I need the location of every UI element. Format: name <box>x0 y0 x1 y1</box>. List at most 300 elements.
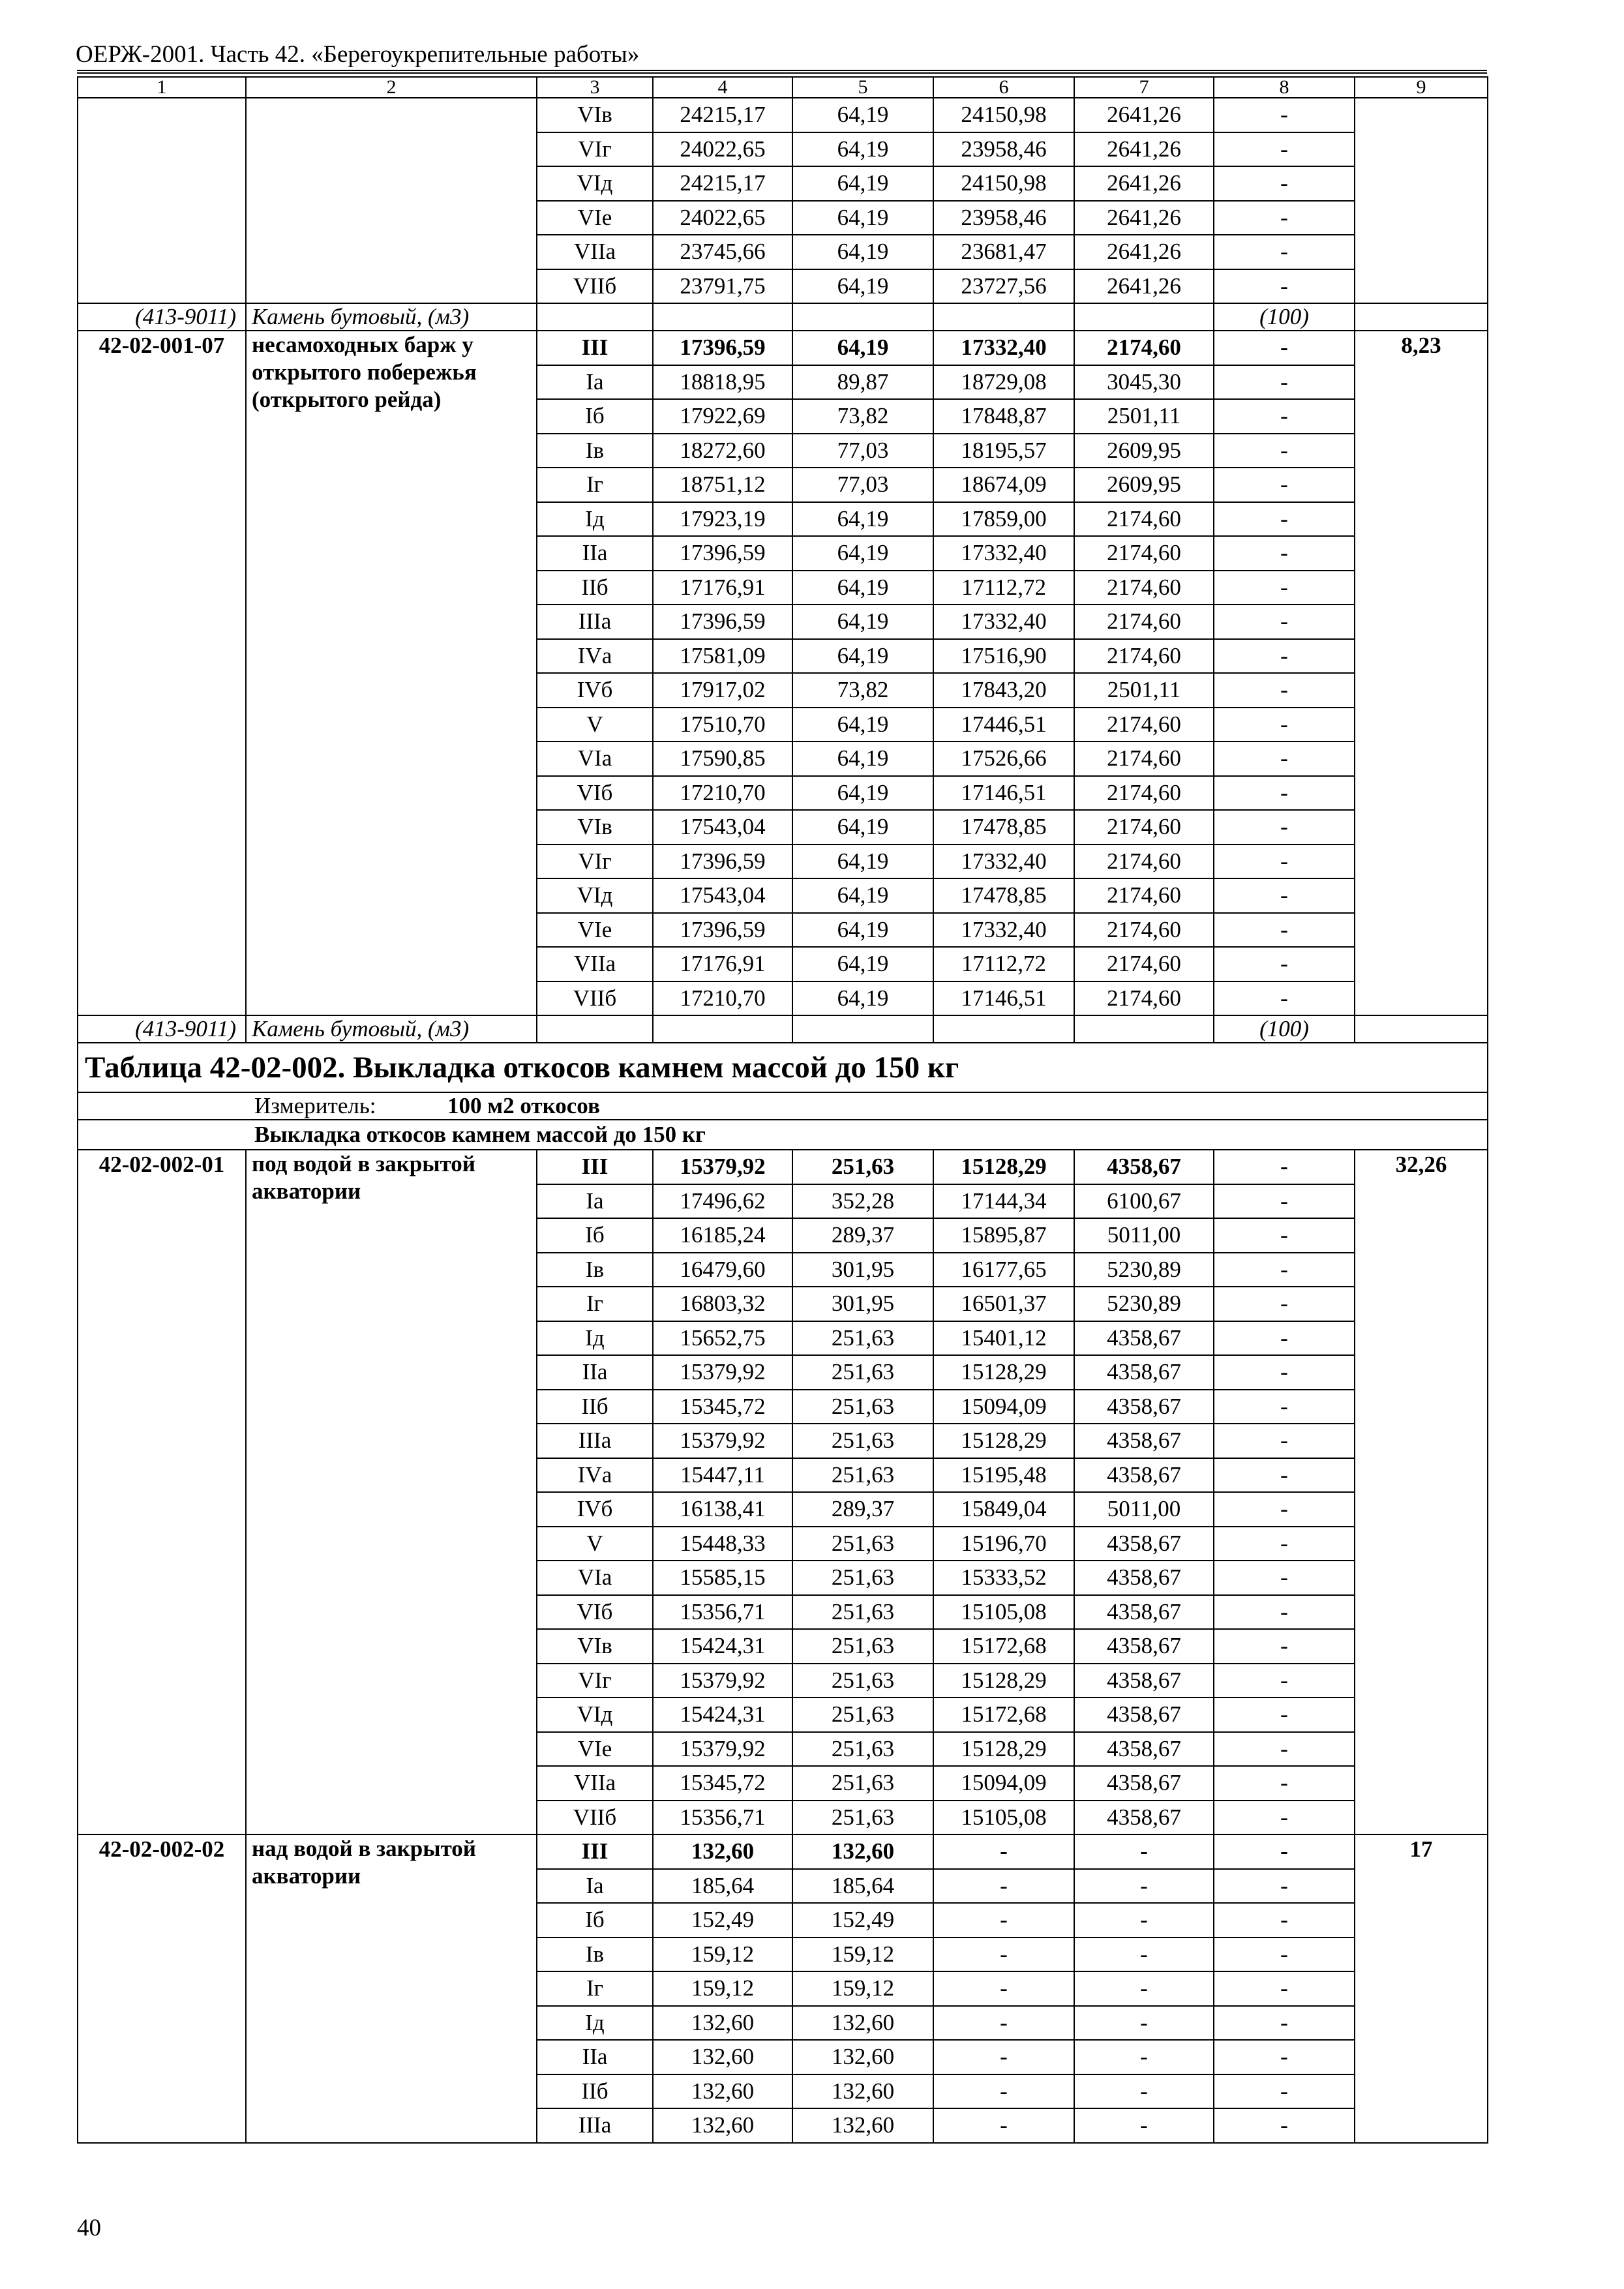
column-number: 6 <box>933 77 1074 98</box>
table-cell: - <box>1214 708 1355 742</box>
table-cell: 17526,66 <box>933 741 1074 776</box>
table-cell: 17112,72 <box>933 571 1074 605</box>
column-number: 5 <box>792 77 933 98</box>
table-cell: 2609,95 <box>1074 434 1214 468</box>
table-cell: 4358,67 <box>1074 1458 1214 1493</box>
item-code: 42-02-002-02 <box>78 1834 246 2143</box>
table-cell: - <box>933 1834 1074 1869</box>
table-cell: VIе <box>537 1732 653 1767</box>
table-cell: 2641,26 <box>1074 98 1214 132</box>
table-cell: 152,49 <box>792 1903 933 1937</box>
table-cell: 15105,08 <box>933 1595 1074 1630</box>
table-cell: IVб <box>537 1492 653 1527</box>
table-cell: - <box>1214 1971 1355 2006</box>
table-cell: 251,63 <box>792 1629 933 1664</box>
table-cell: 132,60 <box>653 2108 792 2143</box>
table-cell: - <box>1214 776 1355 811</box>
table-cell: - <box>1214 1287 1355 1321</box>
table-cell: 16479,60 <box>653 1253 792 1287</box>
table-cell: 17478,85 <box>933 810 1074 845</box>
column-number: 7 <box>1074 77 1214 98</box>
table-cell: IIа <box>537 2040 653 2074</box>
table-cell: 15424,31 <box>653 1629 792 1664</box>
table-cell: IVа <box>537 639 653 674</box>
table-cell: III <box>537 1150 653 1184</box>
table-cell: 17516,90 <box>933 639 1074 674</box>
table-cell: 4358,67 <box>1074 1595 1214 1630</box>
empty-cell <box>653 303 792 331</box>
table-cell: 2174,60 <box>1074 810 1214 845</box>
table-cell: 17859,00 <box>933 502 1074 537</box>
table-cell: 89,87 <box>792 365 933 400</box>
table-cell: - <box>1214 235 1355 269</box>
table-cell: 2174,60 <box>1074 639 1214 674</box>
table-cell: 17922,69 <box>653 399 792 434</box>
table-cell: - <box>1214 1321 1355 1356</box>
table-cell: - <box>933 2006 1074 2041</box>
table-cell: 64,19 <box>792 235 933 269</box>
table-cell: 251,63 <box>792 1527 933 1561</box>
table-cell: VIв <box>537 98 653 132</box>
resource-name: Камень бутовый, (м3) <box>246 1015 537 1043</box>
table-cell: 15345,72 <box>653 1766 792 1801</box>
table-cell: - <box>1214 1664 1355 1698</box>
table-cell: 17210,70 <box>653 981 792 1016</box>
table-cell: 132,60 <box>653 2006 792 2041</box>
table-cell: 4358,67 <box>1074 1801 1214 1835</box>
table-cell: 16803,32 <box>653 1287 792 1321</box>
table-cell: IIб <box>537 1390 653 1424</box>
table-cell: 16138,41 <box>653 1492 792 1527</box>
table-cell: VIд <box>537 878 653 913</box>
table-cell: - <box>1214 166 1355 201</box>
table-cell: - <box>1214 201 1355 235</box>
table-cell: 251,63 <box>792 1321 933 1356</box>
column-number: 9 <box>1355 77 1488 98</box>
table-cell: 64,19 <box>792 708 933 742</box>
table-cell: 352,28 <box>792 1184 933 1219</box>
table-cell: - <box>1214 1355 1355 1390</box>
table-cell: 4358,67 <box>1074 1732 1214 1767</box>
subtitle-row <box>78 1120 1488 1150</box>
table-cell: 159,12 <box>653 1971 792 2006</box>
table-cell: VIв <box>537 810 653 845</box>
table-cell: VIIа <box>537 947 653 981</box>
table-cell: 15333,52 <box>933 1561 1074 1595</box>
table-cell: 17396,59 <box>653 913 792 948</box>
table-cell: - <box>1214 1424 1355 1458</box>
table-cell: 17332,40 <box>933 605 1074 639</box>
table-cell: 15379,92 <box>653 1424 792 1458</box>
item-code: 42-02-001-07 <box>78 331 246 1015</box>
table-cell: 23791,75 <box>653 269 792 304</box>
table-cell: 2174,60 <box>1074 536 1214 571</box>
table-cell: 64,19 <box>792 947 933 981</box>
table-cell: 289,37 <box>792 1492 933 1527</box>
table-cell: 64,19 <box>792 776 933 811</box>
table-cell: - <box>1214 913 1355 948</box>
table-cell: 2501,11 <box>1074 399 1214 434</box>
table-cell: VIв <box>537 1629 653 1664</box>
table-row <box>78 1150 1488 1184</box>
item-col9 <box>1355 98 1488 303</box>
resource-note-row <box>78 1015 1488 1043</box>
table-cell: 132,60 <box>792 2108 933 2143</box>
column-number: 4 <box>653 77 792 98</box>
empty-cell <box>537 303 653 331</box>
table-cell: 17332,40 <box>933 331 1074 365</box>
table-cell: Iв <box>537 1937 653 1972</box>
table-cell: 18751,12 <box>653 468 792 502</box>
resource-code: (413-9011) <box>78 303 246 331</box>
table-cell: 64,19 <box>792 269 933 304</box>
resource-note-row <box>78 303 1488 331</box>
table-cell: VIе <box>537 201 653 235</box>
table-cell: 2174,60 <box>1074 502 1214 537</box>
table-cell: 23745,66 <box>653 235 792 269</box>
table-cell: - <box>933 2074 1074 2109</box>
table-cell: 4358,67 <box>1074 1527 1214 1561</box>
table-cell: 17146,51 <box>933 776 1074 811</box>
table-cell: VIб <box>537 776 653 811</box>
table-cell: 3045,30 <box>1074 365 1214 400</box>
table-cell: 251,63 <box>792 1424 933 1458</box>
table-cell: 15379,92 <box>653 1664 792 1698</box>
table-title: Таблица 42-02-002. Выкладка откосов камнем массой до 150 кг <box>78 1043 1488 1092</box>
table-cell: 64,19 <box>792 536 933 571</box>
table-cell: V <box>537 1527 653 1561</box>
item-name: над водой в закрытой акватории <box>246 1834 537 2143</box>
table-cell: VIг <box>537 845 653 879</box>
empty-cell <box>792 303 933 331</box>
table-cell: - <box>1214 1184 1355 1219</box>
table-cell: - <box>1214 1561 1355 1595</box>
table-cell: - <box>1074 1937 1214 1972</box>
table-cell: 16501,37 <box>933 1287 1074 1321</box>
table-cell: - <box>1214 2006 1355 2041</box>
table-cell: 15356,71 <box>653 1595 792 1630</box>
item-code <box>78 98 246 303</box>
table-cell: 15424,31 <box>653 1698 792 1732</box>
table-cell: 15128,29 <box>933 1150 1074 1184</box>
table-cell: IIа <box>537 1355 653 1390</box>
table-cell: - <box>1214 981 1355 1016</box>
table-cell: 2174,60 <box>1074 981 1214 1016</box>
table-cell: 159,12 <box>792 1937 933 1972</box>
unit-value: 100 м2 откосов <box>447 1093 600 1118</box>
table-cell: 24022,65 <box>653 132 792 167</box>
table-cell: - <box>1214 331 1355 365</box>
table-cell: 17510,70 <box>653 708 792 742</box>
table-cell: Iд <box>537 1321 653 1356</box>
table-cell: 251,63 <box>792 1458 933 1493</box>
table-cell: 2174,60 <box>1074 845 1214 879</box>
table-cell: 24215,17 <box>653 166 792 201</box>
table-cell: - <box>1214 1150 1355 1184</box>
table-cell: - <box>1214 571 1355 605</box>
table-cell: III <box>537 1834 653 1869</box>
table-cell: 2174,60 <box>1074 913 1214 948</box>
table-cell: 132,60 <box>653 1834 792 1869</box>
table-cell: - <box>1214 502 1355 537</box>
table-cell: 4358,67 <box>1074 1150 1214 1184</box>
table-cell: 17146,51 <box>933 981 1074 1016</box>
table-cell: 4358,67 <box>1074 1629 1214 1664</box>
table-cell: - <box>1214 132 1355 167</box>
table-cell: 2174,60 <box>1074 741 1214 776</box>
table-title-row <box>78 1043 1488 1092</box>
table-cell: 132,60 <box>792 2040 933 2074</box>
table-cell: 64,19 <box>792 639 933 674</box>
table-cell: - <box>1214 1595 1355 1630</box>
price-table <box>77 76 1488 2144</box>
item-name: несамоходных барж у открытого побережья (открытого рейда) <box>246 331 537 1015</box>
table-cell: 2174,60 <box>1074 605 1214 639</box>
table-cell: 64,19 <box>792 878 933 913</box>
table-cell: - <box>1214 1766 1355 1801</box>
table-cell: 17396,59 <box>653 605 792 639</box>
table-cell: 132,60 <box>792 2006 933 2041</box>
table-cell: 18729,08 <box>933 365 1074 400</box>
table-cell: 64,19 <box>792 913 933 948</box>
table-cell: 17581,09 <box>653 639 792 674</box>
table-cell: - <box>1214 1458 1355 1493</box>
table-cell: 17176,91 <box>653 571 792 605</box>
table-cell: 17590,85 <box>653 741 792 776</box>
table-cell: 15379,92 <box>653 1150 792 1184</box>
unit-row <box>78 1092 1488 1120</box>
item-col9: 32,26 <box>1355 1150 1488 1834</box>
table-cell: 4358,67 <box>1074 1390 1214 1424</box>
table-cell: 17917,02 <box>653 673 792 708</box>
table-cell: - <box>1074 2108 1214 2143</box>
empty-cell <box>1074 303 1214 331</box>
table-cell: 17210,70 <box>653 776 792 811</box>
table-cell: 251,63 <box>792 1390 933 1424</box>
empty-cell <box>1074 1015 1214 1043</box>
column-number: 2 <box>246 77 537 98</box>
table-cell: Iб <box>537 1218 653 1253</box>
table-cell: IIIа <box>537 1424 653 1458</box>
table-cell: 4358,67 <box>1074 1664 1214 1698</box>
table-cell: IIIа <box>537 605 653 639</box>
table-cell: 64,19 <box>792 741 933 776</box>
table-cell: Iв <box>537 1253 653 1287</box>
table-cell: - <box>1074 2040 1214 2074</box>
table-cell: - <box>933 2108 1074 2143</box>
table-cell: VIIа <box>537 235 653 269</box>
table-cell: 17396,59 <box>653 536 792 571</box>
table-subtitle: Выкладка откосов камнем массой до 150 кг <box>78 1120 1488 1150</box>
table-cell: 15379,92 <box>653 1355 792 1390</box>
table-cell: Iд <box>537 502 653 537</box>
table-cell: IIб <box>537 571 653 605</box>
table-cell: VIIб <box>537 269 653 304</box>
table-cell: 2641,26 <box>1074 166 1214 201</box>
table-cell: 73,82 <box>792 673 933 708</box>
table-cell: VIе <box>537 913 653 948</box>
table-cell: 64,19 <box>792 201 933 235</box>
table-row <box>78 331 1488 365</box>
table-cell: 152,49 <box>653 1903 792 1937</box>
table-cell: 289,37 <box>792 1218 933 1253</box>
table-cell: 132,60 <box>653 2074 792 2109</box>
table-cell: 15345,72 <box>653 1390 792 1424</box>
column-number-row <box>78 77 1488 98</box>
table-cell: 17478,85 <box>933 878 1074 913</box>
column-number: 3 <box>537 77 653 98</box>
table-cell: Iд <box>537 2006 653 2041</box>
table-cell: VIд <box>537 166 653 201</box>
table-cell: III <box>537 331 653 365</box>
table-cell: 15094,09 <box>933 1766 1074 1801</box>
table-cell: - <box>1214 1903 1355 1937</box>
table-cell: - <box>1214 845 1355 879</box>
table-cell: - <box>1214 1629 1355 1664</box>
table-cell: 15128,29 <box>933 1664 1074 1698</box>
table-cell: 23958,46 <box>933 132 1074 167</box>
item-name <box>246 98 537 303</box>
table-cell: IIа <box>537 536 653 571</box>
table-cell: 301,95 <box>792 1253 933 1287</box>
table-cell: - <box>1214 2074 1355 2109</box>
table-cell: 23681,47 <box>933 235 1074 269</box>
table-cell: 2641,26 <box>1074 235 1214 269</box>
table-cell: 132,60 <box>792 2074 933 2109</box>
table-cell: 2174,60 <box>1074 776 1214 811</box>
table-cell: 24150,98 <box>933 98 1074 132</box>
table-cell: 2174,60 <box>1074 571 1214 605</box>
table-cell: 64,19 <box>792 981 933 1016</box>
table-cell: 18818,95 <box>653 365 792 400</box>
table-cell: 15401,12 <box>933 1321 1074 1356</box>
table-cell: 24022,65 <box>653 201 792 235</box>
table-cell: 15128,29 <box>933 1732 1074 1767</box>
table-cell: 15172,68 <box>933 1698 1074 1732</box>
table-cell: 15379,92 <box>653 1732 792 1767</box>
table-cell: - <box>1074 1903 1214 1937</box>
table-cell: - <box>1074 1834 1214 1869</box>
table-cell: 17396,59 <box>653 845 792 879</box>
table-cell: 64,19 <box>792 132 933 167</box>
table-cell: 64,19 <box>792 166 933 201</box>
table-cell: - <box>1214 1492 1355 1527</box>
table-cell: 251,63 <box>792 1766 933 1801</box>
resource-code: (413-9011) <box>78 1015 246 1043</box>
table-cell: VIг <box>537 1664 653 1698</box>
empty-cell <box>1355 1015 1488 1043</box>
table-cell: 4358,67 <box>1074 1321 1214 1356</box>
table-cell: 2174,60 <box>1074 947 1214 981</box>
table-cell: 2641,26 <box>1074 269 1214 304</box>
table-cell: 23958,46 <box>933 201 1074 235</box>
table-cell: 17332,40 <box>933 536 1074 571</box>
table-cell: - <box>1214 1869 1355 1904</box>
table-cell: 5230,89 <box>1074 1287 1214 1321</box>
table-cell: 132,60 <box>653 2040 792 2074</box>
table-cell: - <box>1214 1527 1355 1561</box>
table-row <box>78 98 1488 132</box>
table-cell: 5011,00 <box>1074 1492 1214 1527</box>
empty-cell <box>933 303 1074 331</box>
empty-cell <box>537 1015 653 1043</box>
table-cell: Iа <box>537 1184 653 1219</box>
table-cell: IVб <box>537 673 653 708</box>
table-cell: IIб <box>537 2074 653 2109</box>
item-name: под водой в закрытой акватории <box>246 1150 537 1834</box>
table-cell: Iг <box>537 1971 653 2006</box>
table-cell: 17543,04 <box>653 878 792 913</box>
table-cell: 23727,56 <box>933 269 1074 304</box>
table-cell: 15448,33 <box>653 1527 792 1561</box>
table-cell: VIб <box>537 1595 653 1630</box>
table-cell: 6100,67 <box>1074 1184 1214 1219</box>
table-cell: Iб <box>537 399 653 434</box>
table-cell: - <box>1214 434 1355 468</box>
empty-cell <box>653 1015 792 1043</box>
table-cell: 251,63 <box>792 1698 933 1732</box>
table-cell: - <box>1214 2040 1355 2074</box>
table-cell: VIIб <box>537 1801 653 1835</box>
table-cell: 77,03 <box>792 468 933 502</box>
table-cell: 15652,75 <box>653 1321 792 1356</box>
table-cell: Iа <box>537 365 653 400</box>
table-cell: - <box>933 2040 1074 2074</box>
table-cell: - <box>1214 399 1355 434</box>
item-col9: 17 <box>1355 1834 1488 2143</box>
table-cell: 17843,20 <box>933 673 1074 708</box>
table-cell: - <box>1214 810 1355 845</box>
table-cell: 251,63 <box>792 1355 933 1390</box>
table-cell: 16185,24 <box>653 1218 792 1253</box>
table-cell: - <box>1214 878 1355 913</box>
table-cell: Iв <box>537 434 653 468</box>
table-cell: 4358,67 <box>1074 1766 1214 1801</box>
table-cell: 15447,11 <box>653 1458 792 1493</box>
table-cell: - <box>1074 2006 1214 2041</box>
table-cell: VIIа <box>537 1766 653 1801</box>
table-cell: 17332,40 <box>933 845 1074 879</box>
table-cell: 15849,04 <box>933 1492 1074 1527</box>
table-cell: 15585,15 <box>653 1561 792 1595</box>
column-number: 8 <box>1214 77 1355 98</box>
table-cell: - <box>933 1903 1074 1937</box>
table-cell: - <box>933 1937 1074 1972</box>
table-cell: 24215,17 <box>653 98 792 132</box>
table-cell: VIа <box>537 1561 653 1595</box>
table-cell: 4358,67 <box>1074 1561 1214 1595</box>
column-number: 1 <box>78 77 246 98</box>
table-cell: 18674,09 <box>933 468 1074 502</box>
table-cell: 15105,08 <box>933 1801 1074 1835</box>
table-cell: 2641,26 <box>1074 132 1214 167</box>
table-cell: 77,03 <box>792 434 933 468</box>
table-cell: 15128,29 <box>933 1424 1074 1458</box>
item-col9: 8,23 <box>1355 331 1488 1015</box>
table-cell: 16177,65 <box>933 1253 1074 1287</box>
page-number: 40 <box>77 2215 101 2241</box>
table-cell: 132,60 <box>792 1834 933 1869</box>
table-cell: - <box>1214 1253 1355 1287</box>
table-cell: - <box>1214 605 1355 639</box>
table-cell: Iг <box>537 468 653 502</box>
table-cell: 17848,87 <box>933 399 1074 434</box>
table-cell: - <box>1074 1971 1214 2006</box>
table-row <box>78 1834 1488 1869</box>
table-cell: - <box>1214 639 1355 674</box>
table-cell: 15196,70 <box>933 1527 1074 1561</box>
table-cell: 301,95 <box>792 1287 933 1321</box>
